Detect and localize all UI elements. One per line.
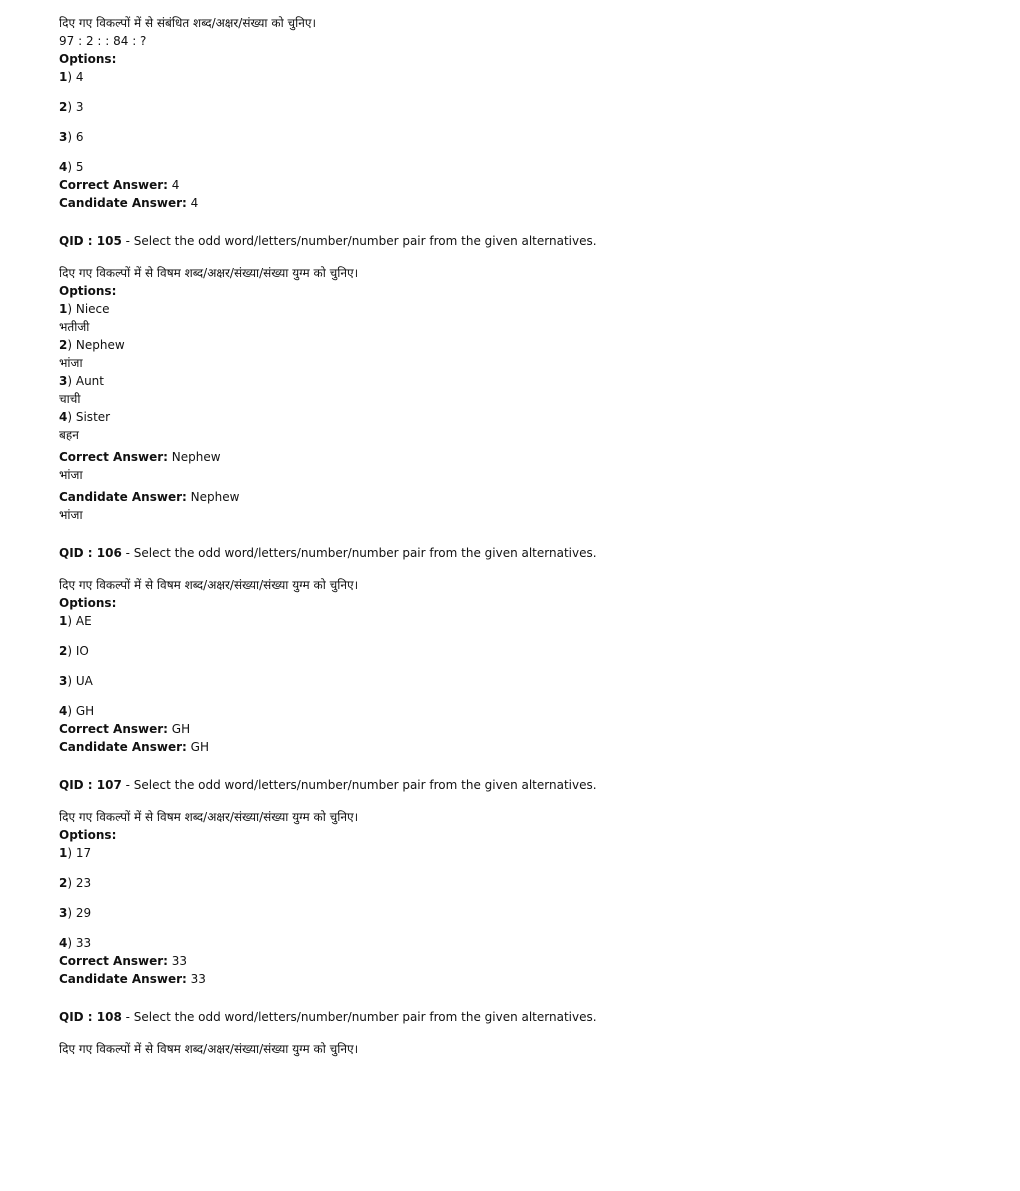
correct-answer: Correct Answer: GH: [59, 722, 191, 736]
option-item: 1) Niece: [59, 302, 110, 316]
candidate-answer: Candidate Answer: 4: [59, 196, 199, 210]
options-label: Options:: [59, 52, 117, 66]
option-hindi: भांजा: [59, 356, 83, 370]
hindi-instruction: दिए गए विकल्पों में से विषम शब्द/अक्षर/संख्या/संख्या युग्म को चुनिए।: [59, 810, 359, 824]
question-block-107: [59, 776, 999, 988]
hindi-instruction: दिए गए विकल्पों में से विषम शब्द/अक्षर/संख्या/संख्या युग्म को चुनिए।: [59, 266, 359, 280]
option-item: 1) 4: [59, 70, 84, 84]
question-block-108: [59, 1008, 999, 1058]
option-item: 2) IO: [59, 644, 89, 658]
hindi-instruction: दिए गए विकल्पों में से विषम शब्द/अक्षर/संख्या/संख्या युग्म को चुनिए।: [59, 578, 359, 592]
option-item: 2) Nephew: [59, 338, 125, 352]
candidate-answer: Candidate Answer: Nephew: [59, 490, 240, 504]
correct-answer: Correct Answer: Nephew: [59, 450, 221, 464]
option-item: 4) 33: [59, 936, 92, 950]
question-block-106: [59, 544, 999, 756]
question-text: 97 : 2 : : 84 : ?: [59, 34, 147, 48]
qid-line: QID : 107 - Select the odd word/letters/number/number pair from the given alternatives.: [59, 778, 597, 792]
hindi-instruction: दिए गए विकल्पों में से विषम शब्द/अक्षर/संख्या/संख्या युग्म को चुनिए।: [59, 1042, 359, 1056]
option-item: 2) 3: [59, 100, 84, 114]
qid-line: QID : 106 - Select the odd word/letters/number/number pair from the given alternatives.: [59, 546, 597, 560]
question-block-104: [59, 14, 999, 212]
option-item: 3) UA: [59, 674, 93, 688]
option-item: 1) AE: [59, 614, 92, 628]
correct-answer-hindi: भांजा: [59, 468, 83, 482]
candidate-answer: Candidate Answer: 33: [59, 972, 206, 986]
option-hindi: चाची: [59, 392, 81, 406]
qid-line: QID : 108 - Select the odd word/letters/number/number pair from the given alternatives.: [59, 1010, 597, 1024]
option-item: 4) GH: [59, 704, 95, 718]
question-block-105: [59, 232, 999, 524]
document-page: [59, 14, 999, 1058]
option-item: 2) 23: [59, 876, 92, 890]
candidate-answer: Candidate Answer: GH: [59, 740, 209, 754]
options-label: Options:: [59, 596, 117, 610]
options-label: Options:: [59, 284, 117, 298]
option-item: 4) 5: [59, 160, 84, 174]
option-item: 3) Aunt: [59, 374, 104, 388]
option-hindi: बहन: [59, 428, 79, 442]
option-item: 4) Sister: [59, 410, 111, 424]
options-label: Options:: [59, 828, 117, 842]
correct-answer: Correct Answer: 33: [59, 954, 188, 968]
hindi-instruction: दिए गए विकल्पों में से संबंधित शब्द/अक्षर/संख्या को चुनिए।: [59, 16, 317, 30]
qid-line: QID : 105 - Select the odd word/letters/number/number pair from the given alternatives.: [59, 234, 597, 248]
candidate-answer-hindi: भांजा: [59, 508, 83, 522]
option-hindi: भतीजी: [59, 320, 90, 334]
option-item: 3) 29: [59, 906, 92, 920]
option-item: 3) 6: [59, 130, 84, 144]
correct-answer: Correct Answer: 4: [59, 178, 180, 192]
option-item: 1) 17: [59, 846, 92, 860]
